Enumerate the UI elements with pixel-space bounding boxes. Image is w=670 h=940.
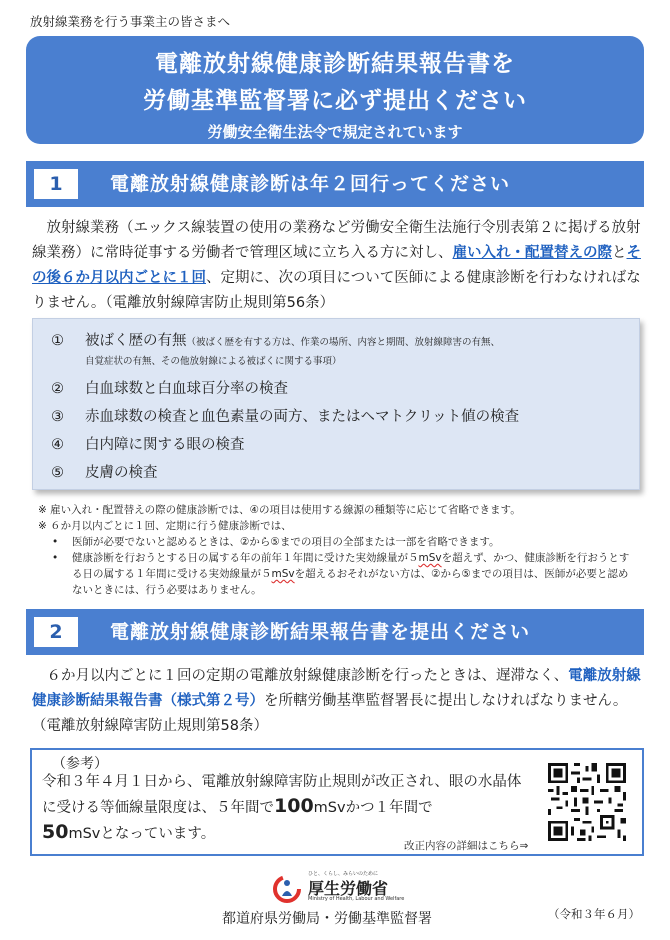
- audience-line: 放射線業務を行う事業主の皆さまへ: [30, 14, 231, 29]
- exam-item-5: [51, 461, 158, 482]
- footer-date: （令和３年６月）: [548, 907, 640, 921]
- six-month-highlight: その後６か月以内ごとに１回: [32, 245, 641, 286]
- reference-text-a: 令和３年４月１日から、電離放射線障害防止規則が改正され、眼の水晶体に受ける等価線量限度は、５年間で: [42, 774, 522, 816]
- exam-item-4: [51, 433, 245, 454]
- item-number: ①: [51, 333, 64, 349]
- exam-item-1: [51, 329, 500, 350]
- hero-banner: [26, 36, 644, 144]
- item-number: ④: [51, 437, 64, 453]
- item-note: （被ばく歴を有する方は、作業の場所、内容と期間、放射線障害の有無、: [186, 337, 501, 348]
- section2-number: 2: [34, 617, 78, 647]
- item-number: ②: [51, 381, 64, 397]
- item-number: ③: [51, 409, 64, 425]
- section1-notes: [38, 502, 638, 598]
- section2-paragraph: [32, 664, 642, 739]
- qr-code-icon[interactable]: [545, 760, 629, 844]
- note-periodic: ※ ６か月以内ごとに１回、定期に行う健康診断では、: [38, 520, 292, 532]
- item-label: 皮膚の検査: [85, 465, 158, 481]
- section2-header: [26, 609, 644, 655]
- reference-box: [30, 748, 644, 856]
- section1-title: 電離放射線健康診断は年２回行ってください: [110, 173, 511, 195]
- hire-transfer-highlight: 雇い入れ・配置替えの際: [452, 245, 612, 261]
- section1-number: 1: [34, 169, 78, 199]
- note-bullet-1: • 医師が必要でないと認めるときは、②から⑤までの項目の全部または一部を省略できます。: [38, 534, 638, 550]
- report-form-highlight: 電離放射線健康診断結果報告書（様式第２号）: [32, 668, 641, 709]
- msv-unit: mSv: [271, 568, 295, 580]
- section1-text-b: と: [612, 245, 627, 261]
- exam-item-1-note-cont: 自覚症状の有無、その他放射線による被ばくに関する事項）: [85, 356, 342, 367]
- dose-unit: mSv: [313, 800, 346, 816]
- reference-text: [42, 770, 532, 846]
- dose-limit-5yr: 100: [274, 795, 314, 817]
- exam-item-2: [51, 377, 288, 398]
- footer-organization: 都道府県労働局・労働基準監督署: [222, 911, 432, 927]
- section1-text-c: 、定期に、次の項目について医師による健康診断を行わなければなりません。（電離放射線障害防止規則第56条）: [32, 270, 641, 311]
- mhlw-logo: [272, 870, 405, 906]
- reference-text-b: かつ１年間で: [345, 800, 433, 816]
- logo-english: Ministry of Health, Labour and Welfare: [308, 896, 405, 902]
- item-label: 赤血球数の検査と血色素量の両方、またはヘマトクリット値の検査: [85, 409, 520, 425]
- section2-title: 電離放射線健康診断結果報告書を提出ください: [110, 621, 531, 643]
- msv-unit: mSv: [418, 552, 442, 564]
- hero-title-line1: 電離放射線健康診断結果報告書を: [155, 51, 515, 77]
- logo-name: 厚生労働省: [308, 879, 389, 898]
- note-bullet-2-c: を超えるおそれがない方は、②から⑤までの項目は、医師が必要と認めないときには、行う必要はありません。: [72, 568, 629, 596]
- exam-items-box: [32, 318, 640, 490]
- section2-text-b: を所轄労働基準監督署長に提出しなければなりません。（電離放射線障害防止規則第58条）: [32, 693, 628, 734]
- hero-title-line2: 労働基準監督署に必ず提出ください: [143, 88, 527, 114]
- item-number: ⑤: [51, 465, 64, 481]
- mhlw-emblem-icon: [272, 872, 302, 906]
- section1-paragraph: [32, 216, 642, 316]
- logo-tagline: ひと、くらし、みらいのために: [308, 871, 379, 877]
- dose-limit-1yr: 50: [42, 821, 69, 843]
- section2-text-a: ６か月以内ごとに１回の定期の電離放射線健康診断を行ったときは、遅滞なく、: [32, 668, 569, 684]
- note-hire-transfer: ※ 雇い入れ・配置替えの際の健康診断では、④の項目は使用する線源の種類等に応じて省略できます。: [38, 504, 521, 516]
- section1-header: [26, 161, 644, 207]
- details-link[interactable]: 改正内容の詳細はこちら⇒: [404, 840, 529, 852]
- exam-item-3: [51, 405, 519, 426]
- note-bullet-2: [38, 550, 638, 598]
- hero-subtitle: 労働安全衛生法令で規定されています: [207, 123, 463, 141]
- reference-text-c: となっています。: [100, 826, 216, 842]
- item-label: 被ばく歴の有無: [85, 333, 187, 349]
- item-label: 白内障に関する眼の検査: [85, 437, 245, 453]
- dose-unit: mSv: [68, 826, 101, 842]
- reference-heading: （参考）: [52, 756, 108, 772]
- item-label: 白血球数と白血球百分率の検査: [85, 381, 288, 397]
- note-bullet-2-b: を超えず、かつ、健康診断を行おうとする日の属する１年間に受ける実効線量が５: [72, 552, 630, 580]
- section1-text-a: 放射線業務（エックス線装置の使用の業務など労働安全衛生法施行令別表第２に掲げる放射線業務）に常時従事する労働者で管理区域に立ち入る方に対し、: [32, 220, 641, 261]
- note-bullet-2-a: 健康診断を行おうとする日の属する年の前年１年間に受けた実効線量が５: [72, 552, 419, 564]
